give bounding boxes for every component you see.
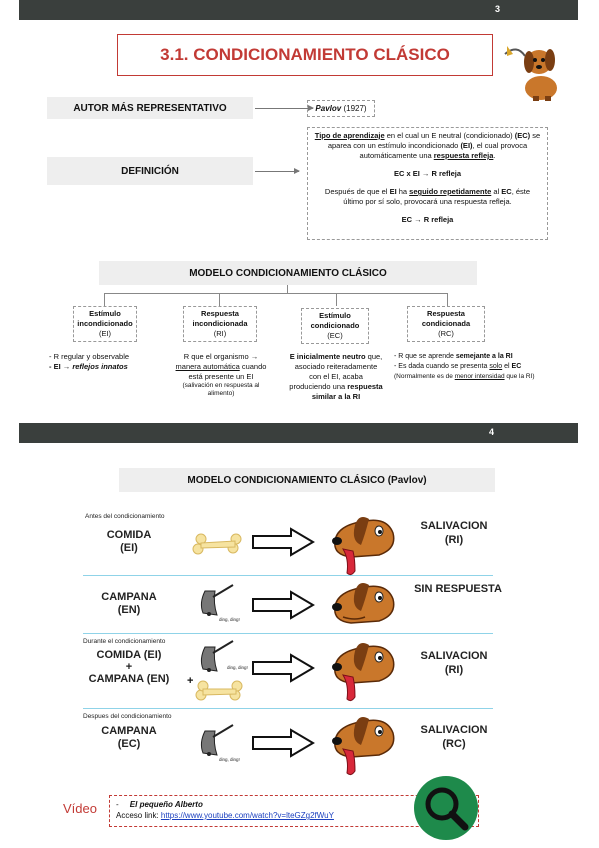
term-respuesta-refleja: respuesta refleja [433, 151, 494, 160]
video-label: Vídeo [63, 801, 97, 816]
column-box-rc [407, 306, 485, 342]
desc-text: cuando [239, 362, 267, 371]
desc-line [49, 362, 169, 372]
page-number: 4 [488, 427, 494, 437]
desc-line [394, 372, 578, 382]
salivating-dog-icon [325, 515, 401, 579]
desc-line: con el EI, acaba [309, 372, 363, 381]
desc-underline: manera automática [175, 362, 240, 371]
row2-response [403, 583, 513, 595]
desc-line: - R regular y observable [49, 352, 130, 361]
modelo-label-box [99, 261, 477, 285]
column-abbr: (EC) [327, 331, 343, 340]
column-box-ec [301, 308, 369, 344]
autor-label: AUTOR MÁS REPRESENTATIVO [73, 102, 227, 114]
stage-label-despues: Despues del condicionamiento [83, 713, 172, 720]
row-divider [83, 708, 493, 709]
slide-topbar [19, 0, 578, 20]
video-title: El pequeño Alberto [129, 800, 203, 809]
row-divider [83, 575, 493, 576]
term-ec: (EC) [514, 131, 531, 140]
desc-bold: EC [511, 363, 522, 370]
desc-line: está presente un EI [188, 372, 254, 381]
def-text: . [493, 151, 496, 160]
video-url-link[interactable]: https://www.youtube.com/watch?v=lteGZg2fWuY [160, 811, 334, 820]
column-rc-description [394, 352, 578, 382]
stage-label-antes: Antes del condicionamiento [85, 513, 165, 520]
definicion-paragraph-2 [314, 187, 541, 207]
tree-horizontal [104, 293, 447, 294]
bone-icon [195, 679, 243, 703]
autor-label-box [47, 97, 253, 119]
desc-line [281, 352, 391, 362]
salivating-dog-icon [325, 715, 401, 779]
desc-line [394, 352, 578, 362]
desc-line [394, 362, 578, 372]
formula-2: EC → R refleja [401, 215, 454, 224]
outline-arrow-icon [251, 653, 315, 683]
desc-bold: E inicialmente neutro [289, 352, 366, 361]
definicion-paragraph-1 [314, 131, 541, 161]
column-box-ri [183, 306, 257, 342]
stimulus-line: CAMPANA [101, 591, 157, 603]
response-line: (RI) [444, 534, 464, 546]
term-ei: (EI) [460, 141, 473, 150]
response-line: (RC) [442, 738, 466, 750]
definicion-text-box [307, 127, 548, 240]
slide-4 [19, 423, 578, 848]
bone-icon [191, 531, 243, 557]
column-abbr: (RC) [438, 329, 454, 338]
desc-line [165, 362, 277, 372]
stimulus-line: (EN) [117, 604, 141, 616]
term-aprendizaje: Tipo de aprendizaje [314, 131, 385, 140]
def-text: , el cual provoca automáticamente una [359, 141, 528, 160]
column-name: Estímulo incondicionado [77, 309, 133, 328]
stimulus-line: + [125, 661, 133, 673]
tree-leg [447, 293, 448, 306]
autor-value-box [307, 100, 375, 117]
term-seguido: seguido repetidamente [409, 187, 492, 196]
column-ec-description [281, 352, 391, 402]
tree-leg [219, 293, 220, 306]
stage-label-durante: Durante el condicionamiento [83, 638, 166, 645]
definicion-arrow [255, 171, 299, 172]
desc-bold: respuesta similar a la RI [311, 382, 383, 401]
modelo-label: MODELO CONDICIONAMIENTO CLÁSICO [189, 267, 387, 279]
response-line: SALIVACION [420, 520, 488, 532]
stimulus-line: COMIDA [106, 529, 152, 541]
desc-note: (salivación en respuesta al alimento) [182, 382, 260, 397]
desc-text: que la RI) [504, 373, 535, 380]
def-text: se aparea con un estímulo incondicionado [327, 131, 541, 150]
desc-text: produciendo una [289, 382, 348, 391]
column-name: Respuesta incondicionada [192, 309, 248, 328]
column-name: Estímulo condicionado [310, 311, 360, 330]
dog-no-response-icon [325, 581, 401, 631]
row-divider [83, 633, 493, 634]
term-ei: EI [389, 187, 397, 196]
bell-sound-text: ding, ding! [227, 665, 248, 670]
tree-vertical [287, 285, 288, 293]
row4-stimulus [89, 725, 169, 751]
autor-year: (1927) [343, 104, 367, 113]
def-text: al [491, 187, 502, 196]
desc-underline: solo [489, 363, 503, 370]
desc-text: - Es dada cuando se presenta [394, 363, 490, 370]
desc-text: que, [365, 352, 383, 361]
stimulus-line: COMIDA (EI) [96, 649, 162, 661]
column-ri-description [165, 352, 277, 398]
response-line: SIN RESPUESTA [414, 583, 502, 595]
row4-response [409, 723, 499, 751]
row1-response [409, 519, 499, 547]
outline-arrow-icon [251, 590, 315, 620]
slide-topbar [19, 423, 578, 443]
row1-stimulus [89, 529, 169, 555]
desc-bold: - EI → [49, 362, 73, 371]
slide-3 [19, 0, 578, 415]
tree-leg [104, 293, 105, 306]
stimulus-line: CAMPANA (EN) [88, 673, 170, 685]
stimulus-line: (EI) [120, 542, 138, 554]
dog-with-bell-illustration [503, 36, 565, 102]
slide-title: 3.1. CONDICIONAMIENTO CLÁSICO [160, 45, 450, 64]
modelo-pavlov-title-box [119, 468, 495, 492]
bell-sound-text: ding, ding! [219, 617, 240, 622]
row3-response [409, 649, 499, 677]
desc-line: asociado reiteradamente [294, 362, 378, 371]
desc-line: R que el organismo → [183, 352, 259, 361]
formula-1: EC x EI → R refleja [393, 169, 462, 178]
desc-text: el [502, 363, 512, 370]
bell-icon [197, 639, 241, 679]
bullet: - [116, 800, 119, 809]
bell-sound-text: ding, ding! [219, 757, 240, 762]
desc-text: - R que se aprende [394, 353, 456, 360]
def-text: Después de que el [324, 187, 390, 196]
def-text: ha [396, 187, 410, 196]
column-abbr: (EI) [98, 329, 112, 338]
page-number: 3 [494, 4, 500, 14]
def-text: , éste último por sí solo, provocará una respuesta refleja. [343, 187, 531, 206]
row3-stimulus [74, 649, 184, 685]
definicion-label: DEFINICIÓN [121, 165, 179, 177]
def-text: en el cual un E neutral (condicionado) [384, 131, 515, 140]
outline-arrow-icon [251, 527, 315, 557]
column-abbr: (RI) [213, 329, 227, 338]
stimulus-line: (EC) [117, 738, 141, 750]
column-ei-description [49, 352, 169, 372]
response-line: SALIVACION [420, 724, 488, 736]
outline-arrow-icon [251, 728, 315, 758]
desc-line [281, 382, 391, 402]
column-name: Respuesta condicionada [421, 309, 471, 328]
term-ec: EC [501, 187, 512, 196]
modelo-pavlov-title: MODELO CONDICIONAMIENTO CLÁSICO (Pavlov) [187, 474, 427, 486]
plus-sign: + [187, 675, 194, 687]
definicion-label-box [47, 157, 253, 185]
column-box-ei [73, 306, 137, 342]
desc-underline: menor intensidad [454, 373, 505, 380]
stimulus-line: CAMPANA [101, 725, 157, 737]
autor-name: Pavlov [315, 104, 342, 113]
response-line: (RI) [444, 664, 464, 676]
row2-stimulus [89, 591, 169, 617]
tree-leg [336, 293, 337, 306]
access-label: Acceso link: [116, 811, 161, 820]
salivating-dog-icon [325, 641, 401, 705]
autor-arrow [255, 108, 313, 109]
desc-text: (Normalmente es de [394, 373, 455, 380]
desc-italic: reflejos innatos [72, 362, 128, 371]
search-icon[interactable] [413, 775, 479, 841]
desc-bold: semejante a la RI [455, 353, 513, 360]
response-line: SALIVACION [420, 650, 488, 662]
slide-title-box [117, 34, 493, 76]
